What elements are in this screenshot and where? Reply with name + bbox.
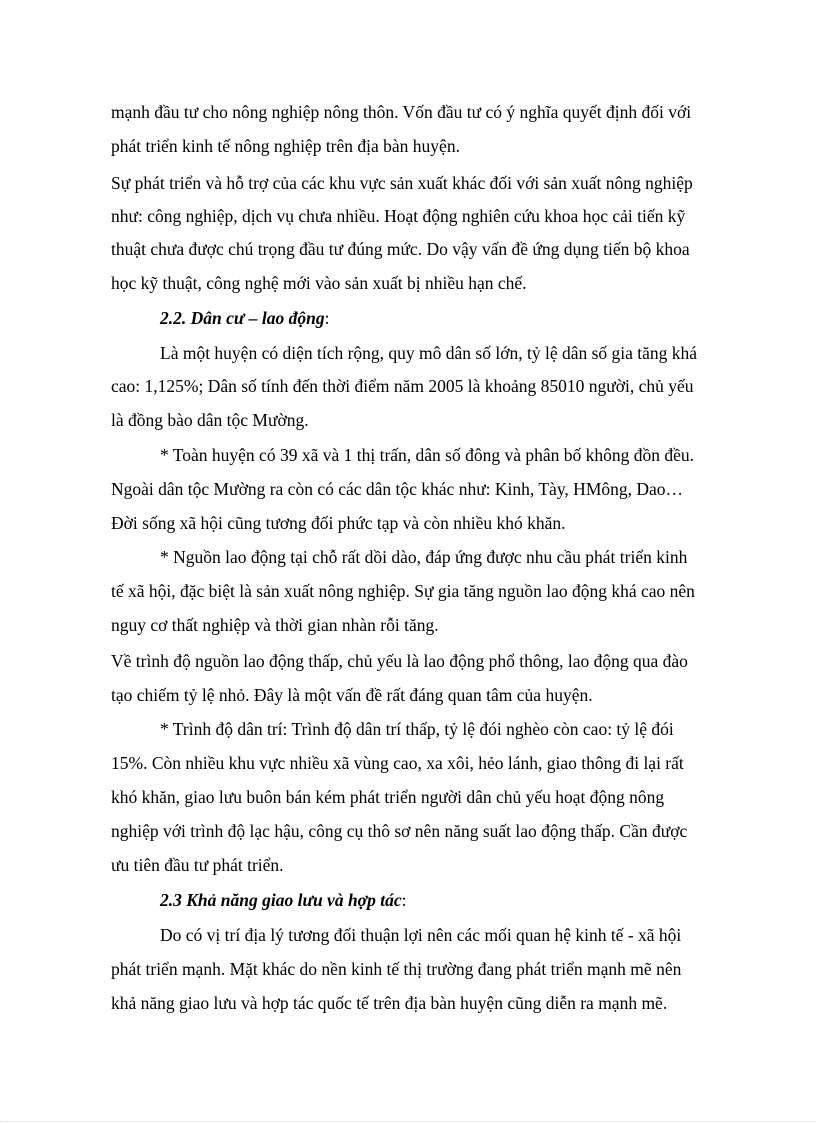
section-heading-2-2	[160, 307, 329, 329]
body-line: học kỹ thuật, công nghệ mới vào sản xuất bị nhiều hạn chế.	[111, 273, 527, 293]
body-line: tế xã hội, đặc biệt là sản xuất nông nghiệp. Sự gia tăng nguồn lao động khá cao nên	[111, 581, 695, 601]
body-line: khả năng giao lưu và hợp tác quốc tế trên địa bàn huyện cũng diễn ra mạnh mẽ.	[111, 993, 668, 1013]
body-line: * Toàn huyện có 39 xã và 1 thị trấn, dân số đông và phân bố không đồn đều.	[160, 445, 695, 465]
body-line: phát triển kinh tế nông nghiệp trên địa bàn huyện.	[111, 136, 460, 156]
body-line: Do có vị trí địa lý tương đối thuận lợi nên các mối quan hệ kinh tế - xã hội	[160, 925, 682, 945]
heading-colon: :	[324, 308, 330, 328]
body-line: Sự phát triển và hỗ trợ của các khu vực sản xuất khác đối với sản xuất nông nghiệp	[111, 173, 693, 193]
body-line: * Nguồn lao động tại chỗ rất dồi dào, đáp ứng được nhu cầu phát triển kinh	[160, 547, 688, 567]
body-line: Đời sống xã hội cũng tương đối phức tạp và còn nhiều khó khăn.	[111, 513, 566, 533]
body-line: là đồng bào dân tộc Mường.	[111, 410, 309, 430]
body-line: như: công nghiệp, dịch vụ chưa nhiều. Hoạt động nghiên cứu khoa học cải tiến kỹ	[111, 206, 686, 226]
body-line: ưu tiên đầu tư phát triển.	[111, 855, 284, 875]
heading-colon: :	[401, 890, 407, 910]
section-heading-text: 2.2. Dân cư – lao động	[160, 308, 325, 328]
body-line: cao: 1,125%; Dân số tính đến thời điểm năm 2005 là khoảng 85010 người, chủ yếu	[111, 376, 694, 396]
body-line: thuật chưa được chú trọng đầu tư đúng mức. Do vậy vấn đề ứng dụng tiến bộ khoa	[111, 239, 690, 259]
body-line: Là một huyện có diện tích rộng, quy mô dân số lớn, tỷ lệ dân số gia tăng khá	[160, 343, 698, 363]
body-line: 15%. Còn nhiều khu vực nhiều xã vùng cao, xa xôi, hẻo lánh, giao thông đi lại rất	[111, 753, 684, 773]
body-line: phát triển mạnh. Mặt khác do nền kinh tế thị trường đang phát triển mạnh mẽ nên	[111, 959, 682, 979]
section-heading-2-3	[160, 889, 406, 911]
page-bottom-divider	[0, 1121, 816, 1122]
body-line: nguy cơ thất nghiệp và thời gian nhàn rỗi tăng.	[111, 615, 439, 635]
body-line: tạo chiếm tỷ lệ nhỏ. Đây là một vấn đề rất đáng quan tâm của huyện.	[111, 685, 593, 705]
section-heading-text: 2.3 Khả năng giao lưu và hợp tác	[160, 890, 402, 910]
body-line: mạnh đầu tư cho nông nghiệp nông thôn. Vốn đầu tư có ý nghĩa quyết định đối với	[111, 102, 692, 122]
body-line: Về trình độ nguồn lao động thấp, chủ yếu là lao động phổ thông, lao động qua đào	[111, 651, 688, 671]
body-line: nghiệp với trình độ lạc hậu, công cụ thô sơ nên năng suất lao động thấp. Cần được	[111, 821, 688, 841]
body-line: * Trình độ dân trí: Trình độ dân trí thấp, tỷ lệ đói nghèo còn cao: tỷ lệ đói	[160, 719, 674, 739]
body-line: khó khăn, giao lưu buôn bán kém phát triển người dân chủ yếu hoạt động nông	[111, 787, 665, 807]
body-line: Ngoài dân tộc Mường ra còn có các dân tộc khác như: Kinh, Tày, HMông, Dao…	[111, 479, 684, 499]
